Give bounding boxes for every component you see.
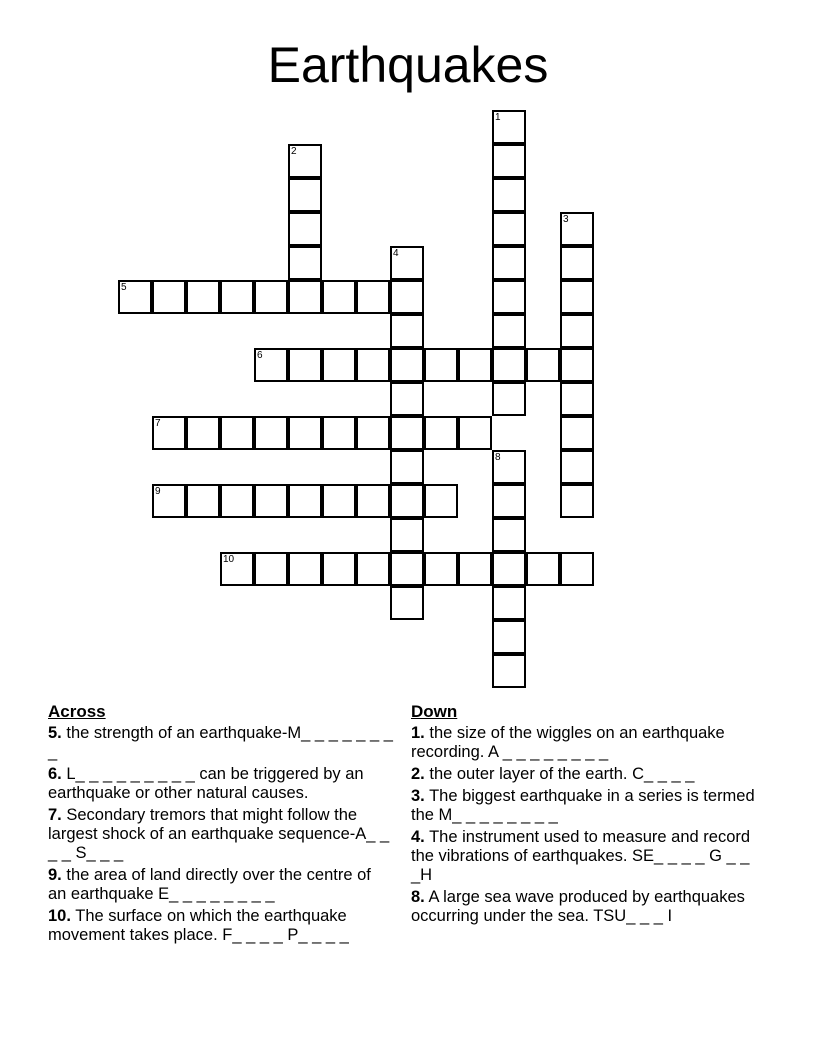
grid-cell[interactable] — [492, 450, 526, 484]
grid-cell[interactable] — [322, 348, 356, 382]
clue-down-3 — [411, 787, 756, 825]
grid-cell[interactable] — [356, 484, 390, 518]
grid-cell[interactable] — [356, 348, 390, 382]
clue-down-2 — [411, 765, 756, 784]
grid-cell[interactable] — [492, 518, 526, 552]
grid-cell[interactable] — [492, 586, 526, 620]
grid-cell[interactable] — [356, 416, 390, 450]
grid-cell[interactable] — [288, 212, 322, 246]
cell-number: 4 — [393, 248, 399, 259]
grid-cell[interactable] — [458, 348, 492, 382]
clue-text: The instrument used to measure and record the vibrations of earthquakes. SE_ _ _ _ G _ _ _H — [411, 828, 751, 884]
grid-cell[interactable] — [560, 246, 594, 280]
grid-cell[interactable] — [424, 484, 458, 518]
clue-across-9 — [48, 866, 393, 904]
cell-number: 2 — [291, 146, 297, 157]
down-heading: Down — [411, 702, 458, 721]
grid-cell[interactable] — [526, 552, 560, 586]
across-heading: Across — [48, 702, 106, 721]
clue-down-4 — [411, 828, 756, 885]
grid-cell[interactable] — [492, 280, 526, 314]
grid-cell[interactable] — [492, 654, 526, 688]
grid-cell[interactable] — [560, 484, 594, 518]
grid-cell[interactable] — [492, 212, 526, 246]
grid-cell[interactable] — [254, 484, 288, 518]
grid-cell[interactable] — [356, 280, 390, 314]
grid-cell[interactable] — [186, 280, 220, 314]
grid-cell[interactable] — [288, 178, 322, 212]
cell-number: 10 — [223, 554, 235, 565]
grid-cell[interactable] — [560, 314, 594, 348]
grid-cell[interactable] — [322, 416, 356, 450]
clue-number: 10. — [48, 907, 71, 925]
clue-across-7 — [48, 806, 393, 863]
clue-text: the area of land directly over the centre of an earthquake E_ _ _ _ _ _ _ _ — [48, 866, 371, 903]
grid-cell[interactable] — [390, 416, 424, 450]
grid-cell[interactable] — [186, 416, 220, 450]
grid-cell[interactable] — [390, 348, 424, 382]
grid-cell[interactable] — [288, 348, 322, 382]
grid-cell[interactable] — [322, 484, 356, 518]
grid-cell[interactable] — [492, 348, 526, 382]
grid-cell[interactable] — [492, 110, 526, 144]
cell-number: 5 — [121, 282, 127, 293]
clue-number: 7. — [48, 806, 62, 824]
clue-number: 8. — [411, 888, 425, 906]
grid-cell[interactable] — [492, 620, 526, 654]
down-clues — [411, 702, 756, 929]
grid-cell[interactable] — [492, 382, 526, 416]
grid-cell[interactable] — [492, 246, 526, 280]
clue-number: 2. — [411, 765, 425, 783]
clue-down-1 — [411, 724, 756, 762]
grid-cell[interactable] — [492, 178, 526, 212]
cell-number: 9 — [155, 486, 161, 497]
clue-number: 3. — [411, 787, 425, 805]
clue-number: 4. — [411, 828, 425, 846]
grid-cell[interactable] — [560, 552, 594, 586]
grid-cell[interactable] — [288, 144, 322, 178]
grid-cell[interactable] — [560, 348, 594, 382]
grid-cell[interactable] — [152, 416, 186, 450]
grid-cell[interactable] — [424, 552, 458, 586]
cell-number: 1 — [495, 112, 501, 123]
grid-cell[interactable] — [560, 416, 594, 450]
cell-number: 8 — [495, 452, 501, 463]
grid-cell[interactable] — [492, 552, 526, 586]
across-clues — [48, 702, 393, 948]
grid-cell[interactable] — [390, 246, 424, 280]
grid-cell[interactable] — [390, 484, 424, 518]
grid-cell[interactable] — [254, 348, 288, 382]
grid-cell[interactable] — [390, 382, 424, 416]
grid-cell[interactable] — [322, 552, 356, 586]
grid-cell[interactable] — [220, 280, 254, 314]
grid-cell[interactable] — [288, 280, 322, 314]
grid-cell[interactable] — [220, 552, 254, 586]
grid-cell[interactable] — [288, 416, 322, 450]
grid-cell[interactable] — [492, 484, 526, 518]
grid-cell[interactable] — [118, 280, 152, 314]
grid-cell[interactable] — [390, 280, 424, 314]
grid-cell[interactable] — [560, 212, 594, 246]
clue-text: the strength of an earthquake-M_ _ _ _ _ _ _ _ — [48, 724, 393, 761]
grid-cell[interactable] — [424, 348, 458, 382]
grid-cell[interactable] — [390, 314, 424, 348]
cell-number: 7 — [155, 418, 161, 429]
grid-cell[interactable] — [390, 586, 424, 620]
grid-cell[interactable] — [220, 484, 254, 518]
clue-text: the size of the wiggles on an earthquake recording. A _ _ _ _ _ _ _ _ — [411, 724, 725, 761]
grid-cell[interactable] — [424, 416, 458, 450]
clue-number: 1. — [411, 724, 425, 742]
grid-cell[interactable] — [186, 484, 220, 518]
grid-cell[interactable] — [288, 246, 322, 280]
grid-cell[interactable] — [458, 552, 492, 586]
clue-number: 9. — [48, 866, 62, 884]
clue-text: the outer layer of the earth. C_ _ _ _ — [429, 765, 695, 783]
clue-text: A large sea wave produced by earthquakes occurring under the sea. TSU_ _ _ I — [411, 888, 745, 925]
grid-cell[interactable] — [288, 552, 322, 586]
grid-cell[interactable] — [322, 280, 356, 314]
clue-across-10 — [48, 907, 393, 945]
grid-cell[interactable] — [560, 280, 594, 314]
clue-down-8 — [411, 888, 756, 926]
page-title: Earthquakes — [267, 37, 549, 93]
grid-cell[interactable] — [356, 552, 390, 586]
clue-number: 6. — [48, 765, 62, 783]
clue-across-6 — [48, 765, 393, 803]
clue-across-5 — [48, 724, 393, 762]
grid-cell[interactable] — [390, 450, 424, 484]
cell-number: 6 — [257, 350, 263, 361]
grid-cell[interactable] — [526, 348, 560, 382]
grid-cell[interactable] — [492, 144, 526, 178]
grid-cell[interactable] — [288, 484, 322, 518]
grid-cell[interactable] — [220, 416, 254, 450]
grid-cell[interactable] — [390, 518, 424, 552]
grid-cell[interactable] — [560, 382, 594, 416]
cell-number: 3 — [563, 214, 569, 225]
clue-text: The surface on which the earthquake movement takes place. F_ _ _ _ P_ _ _ _ — [48, 907, 349, 944]
clue-text: Secondary tremors that might follow the largest shock of an earthquake sequence-A_ _ _ _ S_ _ _ — [48, 806, 390, 862]
clue-number: 5. — [48, 724, 62, 742]
clue-text: The biggest earthquake in a series is termed the M_ _ _ _ _ _ _ _ — [411, 787, 755, 824]
grid-cell[interactable] — [152, 280, 186, 314]
grid-cell[interactable] — [152, 484, 186, 518]
grid-cell[interactable] — [390, 552, 424, 586]
grid-cell[interactable] — [254, 552, 288, 586]
clue-text: L_ _ _ _ _ _ _ _ _ can be triggered by an earthquake or other natural causes. — [48, 765, 364, 802]
grid-cell[interactable] — [254, 416, 288, 450]
grid-cell[interactable] — [458, 416, 492, 450]
grid-cell[interactable] — [560, 450, 594, 484]
grid-cell[interactable] — [492, 314, 526, 348]
grid-cell[interactable] — [254, 280, 288, 314]
